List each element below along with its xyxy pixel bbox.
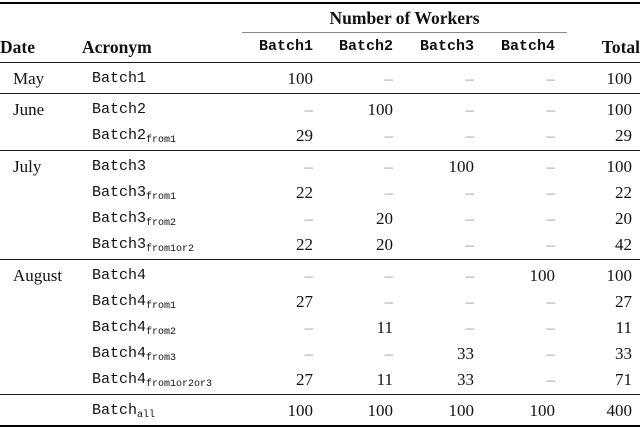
batch3-value: – [465,69,474,88]
batch3-value: 100 [393,395,474,427]
batch2-value: – [384,183,393,202]
acronym-cell [82,340,230,366]
batch4-value: – [546,292,556,311]
batch4-value: – [474,94,555,123]
total-value: 22 [615,183,633,202]
table-row-batch3-from1or2 [0,231,640,260]
acronym-subscript: from1or2 [146,244,195,255]
col-header-batch1: Batch1 [230,33,313,63]
acronym-cell [82,151,230,180]
date-cell: May [13,69,45,88]
table-row-batch3 [0,151,640,180]
batch2-value: 100 [313,94,393,123]
batch1-value: – [230,151,313,180]
batch4-value: – [546,370,556,389]
spacer-cell [0,3,82,33]
total-value: 20 [615,209,633,228]
date-cell [0,366,82,395]
workers-span-label: Number of Workers [242,8,567,33]
batch2-value: – [384,292,393,311]
batch3-value: – [465,209,474,228]
acronym-label: Batch3 [92,184,147,201]
table-body [0,63,640,427]
acronym-cell [82,179,230,205]
acronym-label: Batch3 [92,210,147,227]
total-value: 100 [555,151,640,180]
batch2-value: 11 [376,318,393,337]
batch2-value: 100 [313,395,393,427]
batch1-value: – [304,344,313,363]
group-header-row [0,3,640,33]
table-row-batch3-from1 [0,179,640,205]
total-value: 33 [615,344,633,363]
batch3-value: 33 [457,344,474,363]
date-cell [0,231,82,260]
workers-table [0,2,640,427]
batch2-value: 20 [376,209,393,228]
acronym-label: Batch4 [92,345,147,362]
batch2-value: – [384,344,393,363]
table-row-batch-all [0,395,640,427]
batch3-value: 33 [457,370,474,389]
acronym-label: Batch1 [92,70,147,87]
total-value: 100 [555,260,640,289]
acronym-label: Batch3 [92,236,147,253]
batch1-value: – [230,260,313,289]
acronym-cell [82,395,230,427]
table-row-batch2-from1 [0,122,640,151]
batch2-value: 20 [376,235,393,254]
acronym-label: Batch [92,402,138,419]
table-row-batch4-from1or2or3 [0,366,640,395]
total-value: 11 [615,318,633,337]
batch2-value: – [313,151,393,180]
batch3-value: – [393,94,474,123]
batch1-value: 100 [287,69,313,88]
date-cell: July [0,151,82,180]
table-header [0,3,640,63]
spacer-cell [82,3,230,33]
acronym-cell [82,314,230,340]
batch4-value: 100 [474,260,555,289]
date-cell [0,395,82,427]
total-value: 100 [606,69,633,88]
col-header-batch2: Batch2 [313,33,393,63]
date-cell [0,122,82,151]
batch4-value: – [546,344,556,363]
acronym-label: Batch4 [92,371,147,388]
batch1-value: – [304,318,313,337]
total-value: 42 [615,235,633,254]
table-row-batch4 [0,260,640,289]
batch1-value: – [230,94,313,123]
acronym-cell [82,63,230,94]
batch3-value: – [465,235,474,254]
batch1-value: 22 [296,235,313,254]
batch4-value: – [546,235,556,254]
acronym-label: Batch3 [92,158,147,175]
table-row-batch4-from1 [0,288,640,314]
acronym-subscript: from1 [146,135,177,146]
total-value: 400 [555,395,640,427]
batch4-value: 100 [474,395,555,427]
batch4-value: – [474,151,555,180]
date-cell [0,179,82,205]
batch4-value: – [546,209,556,228]
batch1-value: 27 [296,370,313,389]
batch1-value: 27 [296,292,313,311]
col-header-date: Date [0,33,82,63]
total-value: 29 [615,126,633,145]
column-header-row [0,33,640,63]
workers-span-header [230,3,555,33]
batch1-value: – [304,209,313,228]
total-value: 27 [615,292,633,311]
acronym-subscript: all [137,410,156,421]
batch4-value: – [546,318,556,337]
batch3-value: 100 [393,151,474,180]
col-header-acronym: Acronym [82,33,230,63]
table-row-batch2 [0,94,640,123]
table-row-batch4-from2 [0,314,640,340]
table-row-batch3-from2 [0,205,640,231]
col-header-batch3: Batch3 [393,33,474,63]
batch3-value: – [393,260,474,289]
batch1-value: 29 [296,126,313,145]
total-value: 71 [615,370,633,389]
batch4-value: – [546,183,556,202]
acronym-label: Batch2 [92,101,147,118]
batch3-value: – [465,183,474,202]
acronym-label: Batch4 [92,267,147,284]
acronym-cell [82,122,230,151]
acronym-cell [82,288,230,314]
batch1-value: 100 [230,395,313,427]
total-value: 100 [555,94,640,123]
acronym-cell [82,366,230,395]
spacer-cell [555,3,640,33]
acronym-subscript: from3 [146,353,177,364]
col-header-batch4: Batch4 [474,33,555,63]
batch2-value: 11 [376,370,393,389]
acronym-subscript: from1 [146,301,177,312]
acronym-subscript: from1 [146,192,177,203]
acronym-label: Batch2 [92,127,147,144]
date-cell [0,288,82,314]
batch3-value: – [465,292,474,311]
batch1-value: 22 [296,183,313,202]
acronym-subscript: from2 [146,327,177,338]
date-cell [0,205,82,231]
batch4-value: – [546,69,556,88]
table-row-batch4-from3 [0,340,640,366]
acronym-label: Batch4 [92,319,147,336]
batch3-value: – [465,126,474,145]
acronym-cell [82,94,230,123]
table-row-batch1 [0,63,640,94]
date-cell: August [0,260,82,289]
batch2-value: – [384,69,393,88]
acronym-subscript: from1or2or3 [146,379,213,390]
batch3-value: – [465,318,474,337]
acronym-cell [82,205,230,231]
date-cell: June [0,94,82,123]
acronym-cell [82,260,230,289]
col-header-total: Total [555,33,640,63]
batch4-value: – [546,126,556,145]
date-cell [0,340,82,366]
acronym-cell [82,231,230,260]
date-cell [0,314,82,340]
acronym-label: Batch4 [92,293,147,310]
batch2-value: – [313,260,393,289]
acronym-subscript: from2 [146,218,177,229]
batch2-value: – [384,126,393,145]
